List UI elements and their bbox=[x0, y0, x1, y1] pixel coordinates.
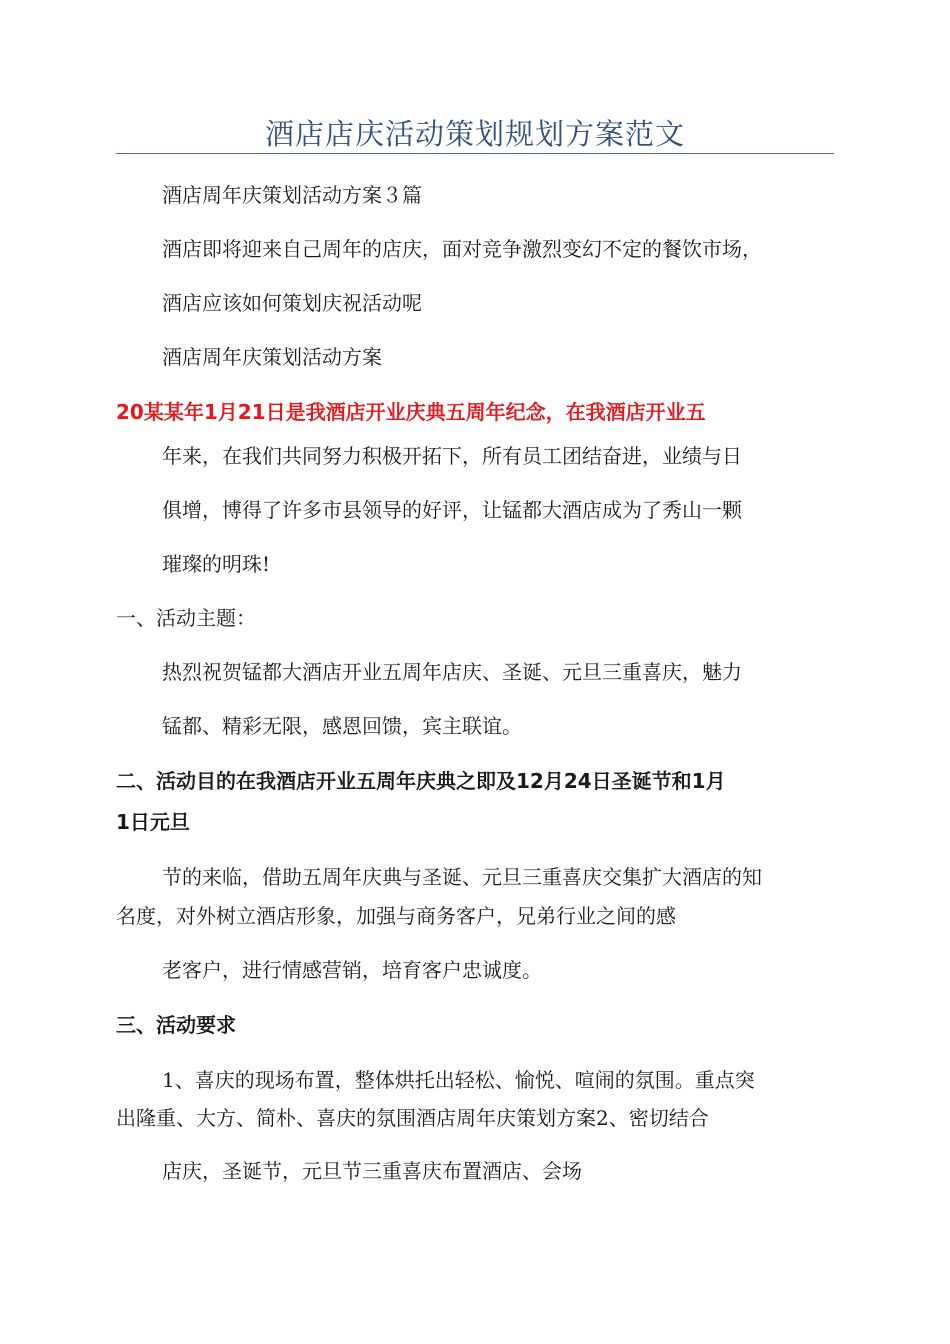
paragraph-line: 锰都、精彩无限，感恩回馈，宾主联谊。 bbox=[162, 714, 522, 738]
section-heading: 三、活动要求 bbox=[116, 1013, 236, 1037]
section-heading: 二、活动目的在我酒店开业五周年庆典之即及12月24日圣诞节和1月 bbox=[116, 769, 726, 793]
paragraph-line: 名度，对外树立酒店形象，加强与商务客户，兄弟行业之间的感 bbox=[116, 904, 676, 928]
paragraph-line: 酒店即将迎来自己周年的店庆，面对竞争激烈变幻不定的餐饮市场， bbox=[162, 237, 762, 261]
paragraph-line: 酒店周年庆策划活动方案 bbox=[162, 345, 382, 369]
paragraph-line: 热烈祝贺锰都大酒店开业五周年店庆、圣诞、元旦三重喜庆，魅力 bbox=[162, 660, 742, 684]
document-title: 酒店店庆活动策划规划方案范文 bbox=[264, 117, 685, 151]
title-underline bbox=[116, 153, 834, 154]
paragraph-line: 出隆重、大方、简朴、喜庆的氛围酒店周年庆策划方案2、密切结合 bbox=[116, 1106, 709, 1130]
paragraph-line: 老客户，进行情感营销，培育客户忠诚度。 bbox=[162, 958, 542, 982]
highlight-line: 20某某年1月21日是我酒店开业庆典五周年纪念，在我酒店开业五 bbox=[116, 400, 706, 424]
section-heading-cont: 1日元旦 bbox=[116, 810, 190, 834]
paragraph-line: 璀璨的明珠! bbox=[162, 552, 271, 576]
paragraph-line: 俱增，博得了许多市县领导的好评，让锰都大酒店成为了秀山一颗 bbox=[162, 498, 742, 522]
paragraph-line: 年来，在我们共同努力积极开拓下，所有员工团结奋进，业绩与日 bbox=[162, 444, 742, 468]
paragraph-line: 节的来临，借助五周年庆典与圣诞、元旦三重喜庆交集扩大酒店的知 bbox=[162, 865, 762, 889]
paragraph-line: 酒店周年庆策划活动方案３篇 bbox=[162, 183, 422, 207]
paragraph-line: 1、喜庆的现场布置，整体烘托出轻松、愉悦、喧闹的氛围。重点突 bbox=[162, 1068, 755, 1092]
paragraph-line: 店庆，圣诞节，元旦节三重喜庆布置酒店、会场 bbox=[162, 1159, 582, 1183]
paragraph-line: 酒店应该如何策划庆祝活动呢 bbox=[162, 291, 422, 315]
section-heading: 一、活动主题： bbox=[116, 606, 256, 630]
